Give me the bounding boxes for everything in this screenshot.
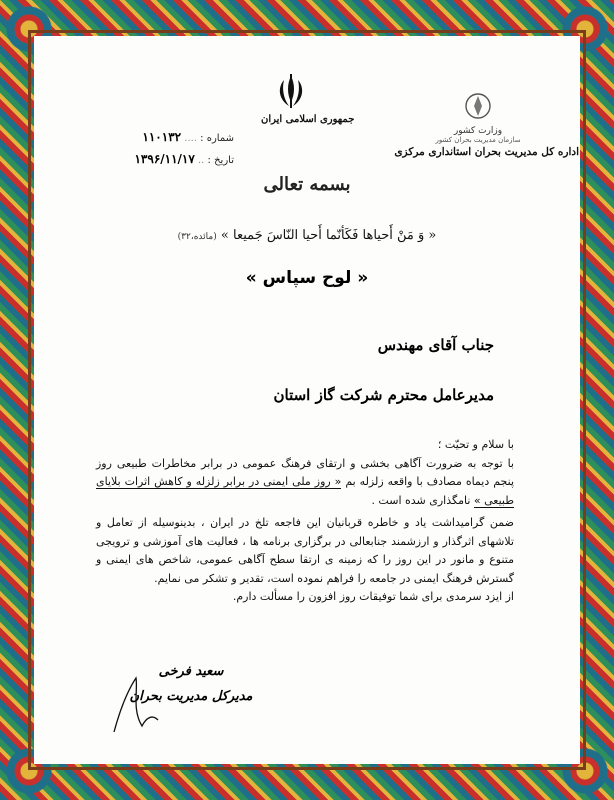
number-row (94, 126, 234, 148)
date-value: ۱۳۹۶/۱۱/۱۷ (134, 152, 195, 166)
ministry-emblem-icon (461, 92, 495, 122)
paragraph-1-start: با توجه به ضرورت آگاهی بخشی و ارتقای فرهنگ عمومی در برابر مخاطرات طبیعی روز پنجم دیماه مصادف با واقعه زلزله بم (96, 456, 515, 488)
ministry-name: وزارت کشور (453, 126, 503, 136)
signer-role: مدیرکل مدیریت بحران (129, 689, 253, 704)
underlined-phrase: « روز ملی ایمنی در برابر زلزله و کاهش اثرات بلایای طبیعی » (96, 475, 514, 507)
letter-body (96, 436, 514, 607)
paragraph-2: ضمن گرامیداشت یاد و خاطره قربانیان این فاجعه تلخ در ایران ، بدینوسیله از تعامل و تلاشهای اثرگذار و ارزشمند جنابعالی در برگزاری برنامه ها ، فعالیت های آموزشی و ترویجی متنوع و مانور در این روز را که زمینه ی ارتقا سطح آگاهی عمومی، شاخص های ایمنی و گسترش فرهنگ ایمنی در جامعه را فراهم نموده است، تقدیر و تشکر می نمایم. (96, 516, 514, 585)
ministry-logo (398, 92, 558, 144)
department-name: اداره کل مدیریت بحران استانداری مرکزی (394, 146, 579, 158)
dots-divider: .... (184, 133, 197, 144)
recipient-title: جناب آقای مهندس (377, 336, 494, 354)
emblem-icon (271, 72, 311, 112)
signature-block (116, 664, 266, 704)
quran-verse (94, 228, 520, 243)
recipient-position: مدیرعامل محترم شرکت گاز استان (273, 386, 494, 404)
signer-name: سعید فرخی (158, 664, 224, 679)
certificate-body (34, 36, 580, 764)
organization-name: سازمان مدیریت بحران کشور (435, 136, 521, 144)
dots-divider: .. (198, 155, 205, 166)
handwritten-signature-icon (106, 670, 166, 740)
emblem-caption: جمهوری اسلامی ایران (261, 114, 355, 125)
date-row (94, 148, 234, 170)
number-label: شماره : (200, 133, 234, 144)
verse-text: « وَ مَنْ أَحیاها فَکَأنّما أَحیا النّاسَ جَمیعا » (220, 228, 437, 243)
number-value: ۱۱۰۱۳۲ (142, 130, 182, 144)
document-title: « لوح سپاس » (245, 268, 369, 288)
letter-metadata (94, 126, 234, 170)
paragraph-1 (96, 455, 514, 511)
iran-emblem (261, 72, 355, 125)
paragraph-3: از ایزد سرمدی برای شما توفیقات روز افزون را مسألت دارم. (232, 590, 514, 603)
verse-reference: (مائده،۳۲) (177, 232, 217, 242)
paragraph-1-end: نامگذاری شده است . (371, 493, 474, 507)
greeting: با سلام و تحیّت ؛ (437, 438, 514, 451)
basmala: بسمه تعالی (263, 174, 351, 195)
date-label: تاریخ : (207, 155, 234, 166)
